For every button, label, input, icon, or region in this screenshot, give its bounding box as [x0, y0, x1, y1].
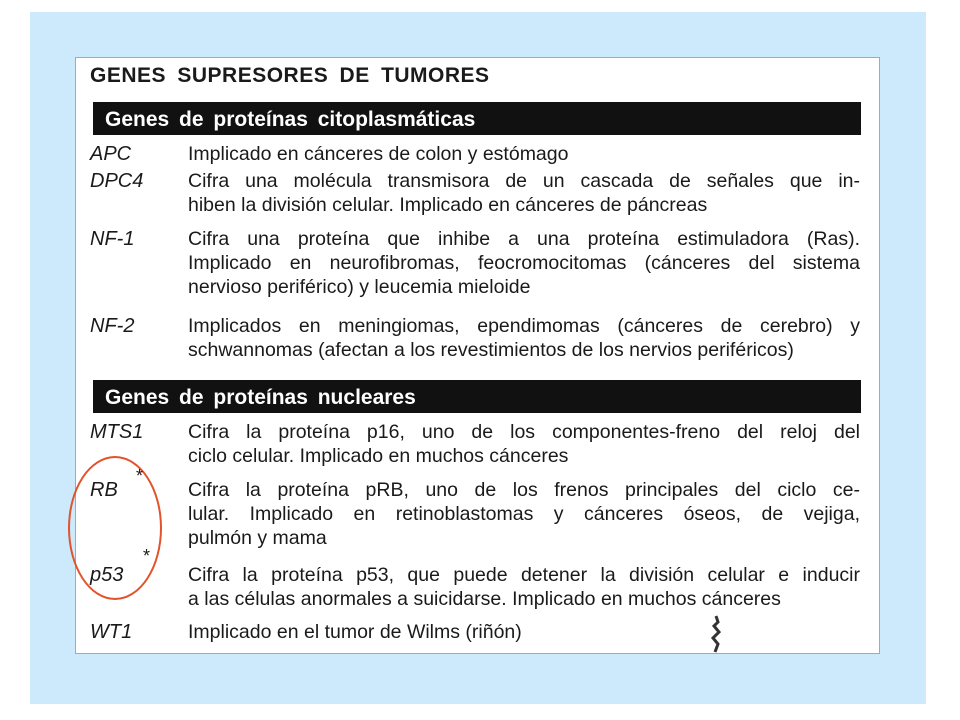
description-line: Implicado en cánceres de colon y estómago	[188, 143, 569, 165]
gene-name-p53: p53	[90, 564, 124, 586]
gene-name-mts1: MTS1	[90, 421, 144, 443]
description-line: pulmón y mama	[188, 527, 327, 549]
description-line: a las células anormales a suicidarse. Implicado en muchos cánceres	[188, 588, 781, 610]
gene-description-wt1	[188, 620, 860, 644]
asterisk-mark-p53: *	[143, 546, 151, 566]
description-line: Cifra la proteína p16, uno de los componentes-freno del reloj del	[188, 421, 860, 443]
description-line: schwannomas (afectan a los revestimientos de los nervios periféricos)	[188, 339, 794, 361]
description-line: hiben la división celular. Implicado en cánceres de páncreas	[188, 194, 708, 216]
asterisk-mark-rb: *	[136, 466, 144, 486]
description-line: nervioso periférico) y leucemia mieloide	[188, 276, 531, 298]
description-line: lular. Implicado en retinoblastomas y cánceres óseos, de vejiga,	[188, 503, 860, 525]
gene-description-nf2	[188, 314, 860, 362]
description-line: Cifra la proteína p53, que puede detener la división celular e inducir	[188, 564, 860, 586]
scanned-document	[75, 57, 880, 654]
gene-name-rb: RB	[90, 479, 118, 501]
gene-description-nf1	[188, 227, 860, 299]
gene-description-mts1	[188, 420, 860, 468]
gene-description-dpc4	[188, 169, 860, 217]
document-title: GENES SUPRESORES DE TUMORES	[90, 64, 490, 87]
description-line: Cifra una proteína que inhibe a una proteína estimuladora (Ras).	[188, 228, 860, 250]
gene-name-nf2: NF-2	[90, 315, 135, 337]
gene-name-dpc4: DPC4	[90, 170, 144, 192]
description-line: Cifra la proteína pRB, uno de los frenos principales del ciclo ce-	[188, 479, 860, 501]
description-line: Implicado en neurofibromas, feocromocitomas (cánceres del sistema	[188, 252, 860, 274]
gene-description-p53	[188, 563, 860, 611]
gene-description-rb	[188, 478, 860, 550]
section-heading-cytoplasmic: Genes de proteínas citoplasmáticas	[93, 102, 861, 135]
description-line: ciclo celular. Implicado en muchos cánceres	[188, 445, 569, 467]
description-line: Cifra una molécula transmisora de un cascada de señales que in-	[188, 170, 860, 192]
gene-description-apc	[188, 142, 860, 166]
gene-name-nf1: NF-1	[90, 228, 135, 250]
highlight-oval	[68, 456, 162, 600]
description-line: Implicado en el tumor de Wilms (riñón)	[188, 621, 522, 643]
section-heading-nuclear: Genes de proteínas nucleares	[93, 380, 861, 413]
gene-name-wt1: WT1	[90, 621, 133, 643]
description-line: Implicados en meningiomas, ependimomas (cánceres de cerebro) y	[188, 315, 860, 337]
gene-name-apc: APC	[90, 143, 132, 165]
scan-artifact	[708, 614, 724, 654]
